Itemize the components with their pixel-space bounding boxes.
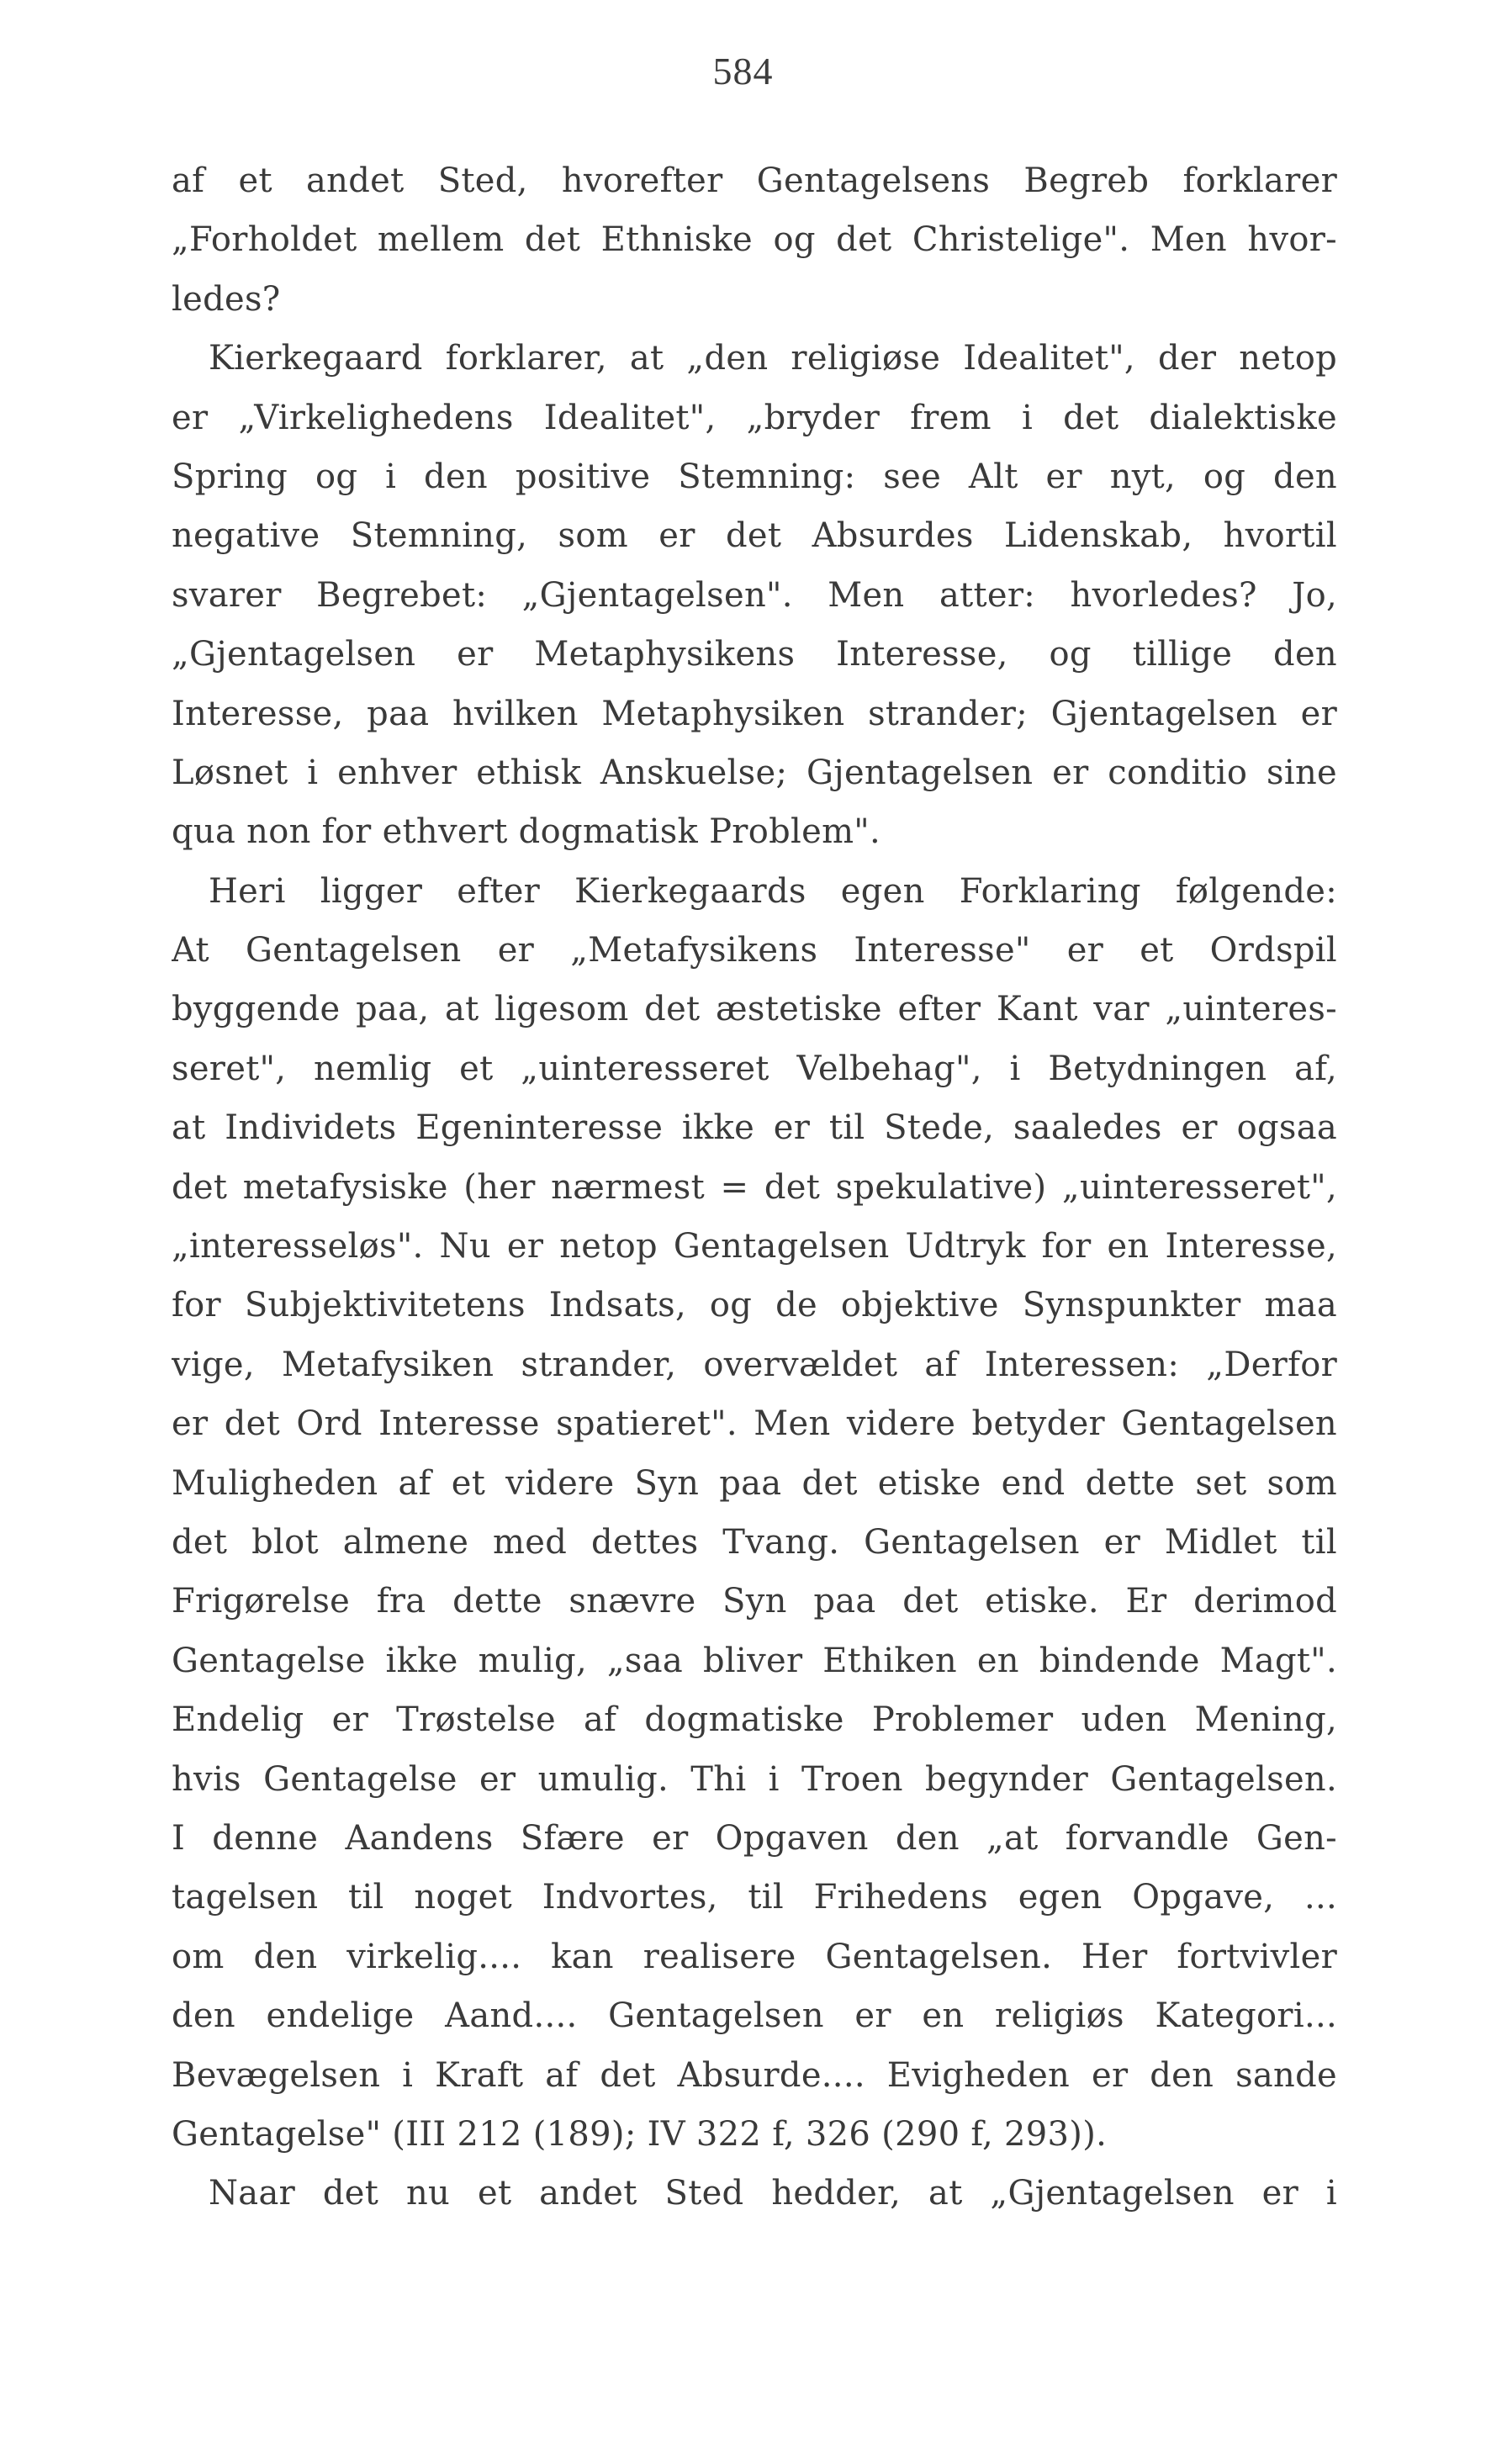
text-line: Frigørelse fra dette snævre Syn paa det etiske. Er derimod bbox=[172, 1582, 1337, 1621]
text-line: det blot almene med dettes Tvang. Gentagelsen er Midlet til bbox=[172, 1522, 1337, 1562]
text-line: Løsnet i enhver ethisk Anskuelse; Gjentagelsen er conditio sine bbox=[172, 753, 1337, 792]
text-line: qua non for ethvert dogmatisk Problem". bbox=[172, 812, 881, 852]
text-line: er „Virkelighedens Idealitet", „bryder frem i det dialektiske bbox=[172, 398, 1337, 437]
text-line: Naar det nu et andet Sted hedder, at „Gjentagelsen er i bbox=[209, 2174, 1337, 2213]
text-line: Heri ligger efter Kierkegaards egen Forklaring følgende: bbox=[209, 871, 1337, 911]
text-line: I denne Aandens Sfære er Opgaven den „at forvandle Gen- bbox=[172, 1818, 1337, 1858]
text-line: Muligheden af et videre Syn paa det etiske end dette set som bbox=[172, 1463, 1337, 1503]
text-line: hvis Gentagelse er umulig. Thi i Troen begynder Gentagelsen. bbox=[172, 1759, 1337, 1799]
text-line: ledes? bbox=[172, 279, 281, 319]
text-line: negative Stemning, som er det Absurdes Lidenskab, hvortil bbox=[172, 516, 1337, 556]
text-line: Kierkegaard forklarer, at „den religiøse Idealitet", der netop bbox=[209, 339, 1337, 378]
text-line: den endelige Aand.... Gentagelsen er en religiøs Kategori... bbox=[172, 1996, 1337, 2036]
page-number: 584 bbox=[712, 50, 774, 93]
text-line: det metafysiske (her nærmest = det spekulative) „uinteresseret", bbox=[172, 1167, 1337, 1207]
text-line: „interesseløs". Nu er netop Gentagelsen Udtryk for en Interesse, bbox=[172, 1227, 1337, 1266]
text-line: om den virkelig.... kan realisere Gentagelsen. Her fortvivler bbox=[172, 1937, 1337, 1976]
text-line: Gentagelse" (III 212 (189); IV 322 f, 326 (290 f, 293)). bbox=[172, 2114, 1108, 2154]
text-line: Interesse, paa hvilken Metaphysiken strander; Gjentagelsen er bbox=[172, 694, 1337, 733]
text-line: vige, Metafysiken strander, overvældet af Interessen: „Derfor bbox=[172, 1345, 1337, 1384]
text-line: „Forholdet mellem det Ethniske og det Christelige". Men hvor- bbox=[172, 220, 1337, 260]
text-line: svarer Begrebet: „Gjentagelsen". Men atter: hvorledes? Jo, bbox=[172, 575, 1337, 615]
text-line: af et andet Sted, hvorefter Gentagelsens Begreb forklarer bbox=[172, 161, 1337, 200]
text-line: er det Ord Interesse spatieret". Men videre betyder Gentagelsen bbox=[172, 1404, 1337, 1444]
text-line: byggende paa, at ligesom det æstetiske efter Kant var „uinteres- bbox=[172, 990, 1337, 1029]
text-line: Bevægelsen i Kraft af det Absurde.... Evigheden er den sande bbox=[172, 2055, 1337, 2095]
text-line: Gentagelse ikke mulig, „saa bliver Ethiken en bindende Magt". bbox=[172, 1641, 1337, 1680]
text-line: seret", nemlig et „uinteresseret Velbehag", i Betydningen af, bbox=[172, 1049, 1337, 1088]
text-line: at Individets Egeninteresse ikke er til Stede, saaledes er ogsaa bbox=[172, 1108, 1337, 1148]
text-line: „Gjentagelsen er Metaphysikens Interesse, og tillige den bbox=[172, 635, 1337, 674]
text-line: tagelsen til noget Indvortes, til Frihedens egen Opgave, ... bbox=[172, 1878, 1337, 1917]
text-line: Spring og i den positive Stemning: see Alt er nyt, og den bbox=[172, 457, 1337, 496]
text-line: for Subjektivitetens Indsats, og de objektive Synspunkter maa bbox=[172, 1286, 1337, 1325]
body-text bbox=[172, 151, 1337, 2223]
text-line: Endelig er Trøstelse af dogmatiske Problemer uden Mening, bbox=[172, 1700, 1337, 1740]
text-line: At Gentagelsen er „Metafysikens Interesse" er et Ordspil bbox=[172, 931, 1337, 970]
